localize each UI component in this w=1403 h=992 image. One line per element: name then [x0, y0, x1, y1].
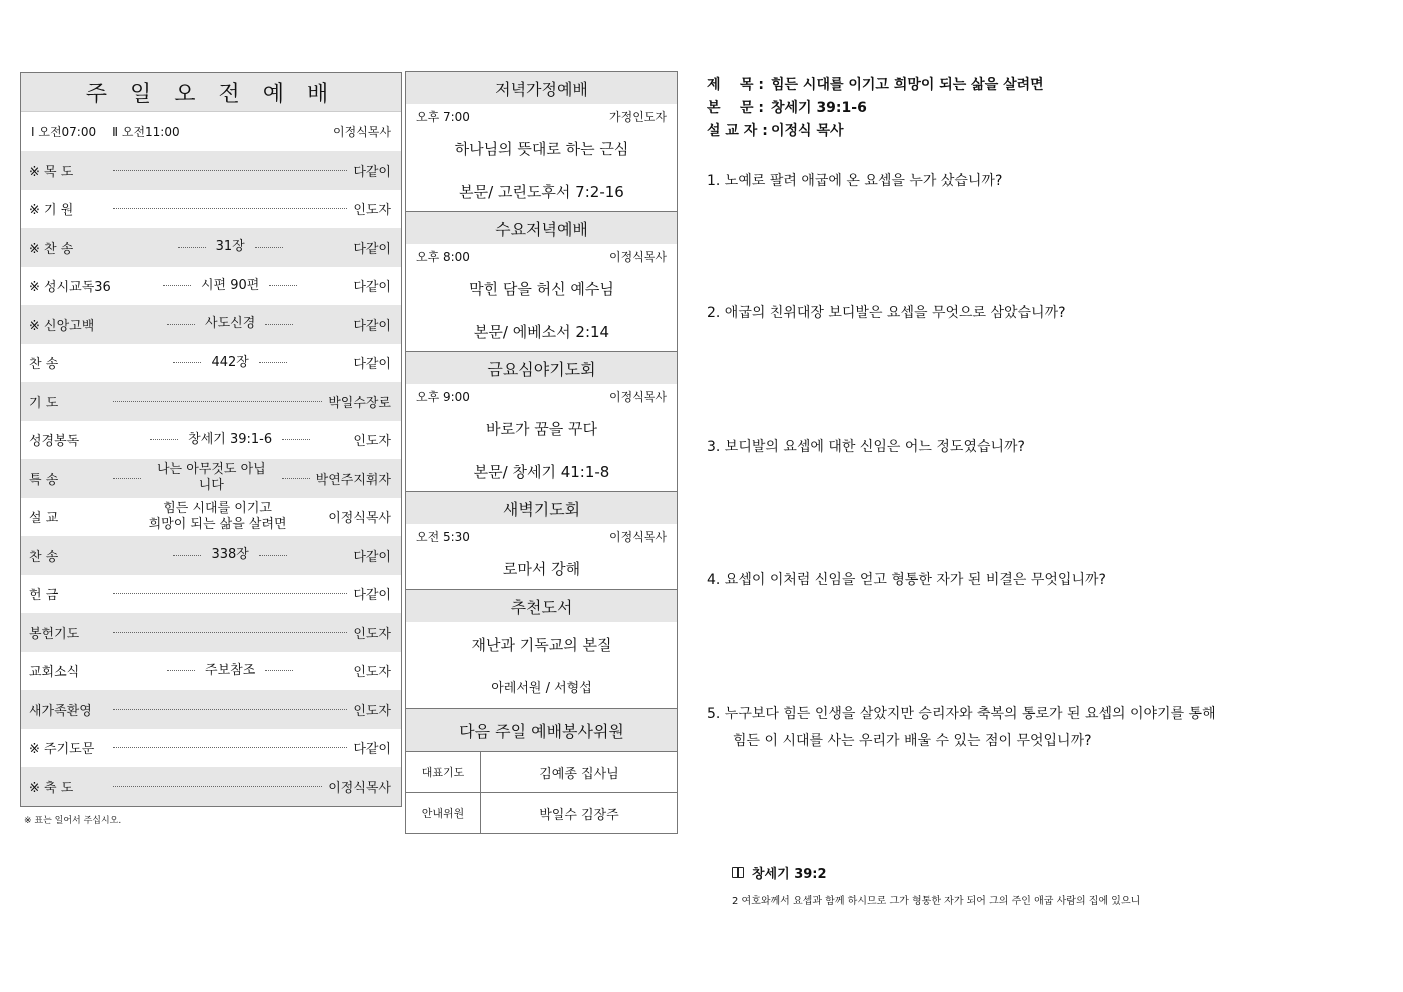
worship-item	[21, 190, 401, 229]
worship-item	[21, 613, 401, 652]
worship-item-content	[107, 786, 328, 787]
worship-item-label: ※ 축 도	[29, 780, 74, 796]
worship-item-content	[107, 170, 353, 171]
duty-key: 대표기도	[406, 752, 481, 792]
worship-item-label: ※ 기 원	[29, 203, 74, 219]
service-title: 새벽기도회	[406, 492, 677, 524]
service-line: 로마서 강해	[502, 560, 581, 578]
question-text-continued: 힘든 이 시대를 사는 우리가 배울 수 있는 점이 무엇입니까?	[733, 733, 1092, 749]
duty-row	[406, 752, 677, 792]
worship-item	[21, 421, 401, 460]
worship-item-leader: 다같이	[353, 549, 391, 565]
question-text: 5. 누구보다 힘든 인생을 살았지만 승리자와 축복의 통로가 된 요셉의 이야기를 통해	[707, 706, 1216, 722]
worship-item-label: ※ 주기도문	[29, 742, 95, 758]
worship-item-leader: 박연주지휘자	[315, 472, 391, 488]
worship-item	[21, 767, 401, 806]
worship-item-label: ※ 찬 송	[29, 241, 74, 257]
service-time: 오후 7:00	[416, 110, 470, 124]
worship-item-leader: 다같이	[353, 318, 391, 334]
worship-item-content	[107, 462, 316, 495]
worship-item-label: 특 송	[29, 472, 59, 488]
verse-reference: 창세기 39:2	[752, 867, 827, 882]
sermon-title: 힘든 시대를 이기고 희망이 되는 삶을 살려면	[771, 77, 1044, 93]
service-leader: 이정식목사	[333, 125, 391, 139]
service-leader: 가정인도자	[609, 110, 667, 124]
worship-item-label: 봉헌기도	[29, 626, 80, 642]
worship-item-content	[107, 355, 353, 371]
worship-item-leader: 다같이	[353, 280, 391, 296]
worship-items	[21, 151, 401, 806]
worship-item-content	[107, 547, 353, 563]
duty-value: 박일수 김장주	[539, 807, 619, 823]
worship-item-text: 442장	[211, 354, 249, 370]
sermon-preacher-key: 설 교 자 :	[707, 123, 768, 139]
worship-item-content	[107, 432, 353, 448]
book-icon	[732, 867, 744, 878]
recommended-books	[405, 589, 678, 709]
service-line: 본문/ 창세기 41:1-8	[473, 463, 610, 481]
worship-item-leader: 인도자	[353, 203, 391, 219]
worship-item	[21, 267, 401, 306]
worship-item-text: 시편 90편	[200, 277, 260, 293]
service-meta	[406, 104, 677, 126]
worship-item-text: 338장	[211, 547, 249, 563]
service-title: 금요심야기도회	[406, 352, 677, 384]
service-leader: 이정식목사	[609, 530, 667, 544]
worship-item-text: 나는 아무것도 아닙니다	[156, 462, 266, 494]
sermon-preacher: 이정식 목사	[771, 123, 844, 139]
sermon-title-line	[707, 74, 1347, 97]
question	[707, 300, 1347, 327]
service-line: 본문/ 고린도후서 7:2-16	[459, 183, 624, 201]
worship-item	[21, 536, 401, 575]
worship-item-leader: 인도자	[353, 665, 391, 681]
service-title: 저녁가정예배	[406, 72, 677, 104]
worship-item-leader: 다같이	[353, 164, 391, 180]
next-week-duty	[405, 708, 678, 834]
duty-title: 다음 주일 예배봉사위원	[406, 709, 677, 752]
worship-item-leader: 박일수장로	[328, 395, 391, 411]
worship-item-text: 사도신경	[205, 316, 256, 332]
worship-item	[21, 344, 401, 383]
worship-item	[21, 228, 401, 267]
books-line-1: 재난과 기독교의 본질	[471, 636, 612, 654]
service-title: 수요저녁예배	[406, 212, 677, 244]
worship-item-content	[107, 663, 353, 679]
sermon-text-key: 본 문 :	[707, 100, 765, 116]
worship-item-label: ※ 성시교독36	[29, 280, 111, 296]
worship-item	[21, 575, 401, 614]
verse-text: 2 여호와께서 요셉과 함께 하시므로 그가 형통한 자가 되어 그의 주인 애굽 사람의 집에 있으니	[732, 896, 1141, 907]
service-time-2: Ⅱ 오전11:00	[112, 125, 180, 139]
service-leader: 이정식목사	[609, 390, 667, 404]
worship-item-label: 헌 금	[29, 588, 59, 604]
worship-item-label: 교회소식	[29, 665, 80, 681]
worship-item-leader: 다같이	[353, 588, 391, 604]
footnote: ※ 표는 일어서 주십시오.	[24, 816, 122, 826]
worship-item-text: 31장	[215, 239, 245, 255]
duty-value: 김예종 집사님	[539, 766, 619, 782]
verse-heading	[732, 863, 1140, 882]
worship-item	[21, 151, 401, 190]
worship-item-leader: 다같이	[353, 357, 391, 373]
service-time: 오전 5:30	[416, 530, 470, 544]
question-text: 1. 노예로 팔려 애굽에 온 요셉을 누가 샀습니까?	[707, 173, 1003, 189]
worship-item-text: 창세기 39:1-6	[188, 431, 273, 447]
sermon-title-key: 제 목 :	[707, 77, 765, 93]
service-time: 오후 9:00	[416, 390, 470, 404]
worship-item-content	[107, 208, 353, 209]
worship-item	[21, 729, 401, 768]
worship-item-content	[107, 632, 353, 633]
question	[707, 168, 1347, 195]
worship-item-text: 주보참조	[205, 662, 256, 678]
worship-item-label: 찬 송	[29, 357, 59, 373]
worship-item-leader: 인도자	[353, 434, 391, 450]
worship-item-leader: 이정식목사	[328, 780, 391, 796]
duty-row	[406, 792, 677, 833]
books-line-2: 아레서원 / 서형섭	[491, 681, 592, 696]
worship-item-content	[107, 278, 353, 294]
service-box	[405, 351, 678, 492]
worship-item-content	[107, 239, 353, 255]
worship-item	[21, 690, 401, 729]
duty-key: 안내위원	[406, 793, 481, 833]
sermon-text: 창세기 39:1-6	[771, 100, 867, 116]
sermon-preacher-line	[707, 120, 1347, 143]
worship-item-leader: 이정식목사	[328, 511, 391, 527]
worship-item	[21, 382, 401, 421]
worship-item	[21, 652, 401, 691]
worship-item-content	[107, 316, 353, 332]
service-time-1: Ⅰ 오전07:00	[31, 125, 97, 139]
question	[707, 701, 1347, 755]
services-column	[405, 72, 678, 834]
worship-item-label: 설 교	[29, 511, 59, 527]
worship-item-label: 성경봉독	[29, 434, 80, 450]
service-line: 바로가 꿈을 꾸다	[486, 420, 597, 438]
worship-item-leader: 다같이	[353, 241, 391, 257]
question	[707, 567, 1347, 594]
worship-item-label: 찬 송	[29, 549, 59, 565]
books-title: 추천도서	[406, 590, 677, 622]
service-meta	[406, 384, 677, 406]
service-line: 하나님의 뜻대로 하는 근심	[454, 140, 629, 158]
service-line: 본문/ 에베소서 2:14	[473, 323, 610, 341]
worship-item-content	[107, 593, 353, 594]
service-leader: 이정식목사	[609, 250, 667, 264]
worship-item-content	[107, 709, 353, 710]
worship-item-content	[107, 747, 353, 748]
worship-item-leader: 다같이	[353, 742, 391, 758]
question-text: 2. 애굽의 친위대장 보디발은 요셉을 무엇으로 삼았습니까?	[707, 305, 1066, 321]
service-box	[405, 71, 678, 212]
worship-title: 주 일 오 전 예 배	[21, 73, 401, 112]
worship-item-leader: 인도자	[353, 703, 391, 719]
worship-item	[21, 498, 401, 537]
service-box	[405, 491, 678, 590]
worship-item-label: 새가족환영	[29, 703, 92, 719]
service-line: 막힌 담을 허신 예수님	[469, 280, 614, 298]
worship-item-content	[107, 401, 328, 402]
worship-item-text: 힘든 시대를 이기고 희망이 되는 삶을 살려면	[148, 500, 287, 532]
service-box	[405, 211, 678, 352]
worship-item-label: ※ 신앙고백	[29, 318, 95, 334]
service-time: 오후 8:00	[416, 250, 470, 264]
service-meta	[406, 524, 677, 546]
worship-item-label: ※ 목 도	[29, 164, 74, 180]
order-of-worship	[20, 72, 402, 807]
memory-verse	[732, 863, 1140, 907]
service-meta	[406, 244, 677, 266]
service-list	[405, 71, 678, 590]
sermon-text-line	[707, 97, 1347, 120]
service-times	[21, 112, 401, 151]
question	[707, 434, 1347, 461]
worship-item	[21, 305, 401, 344]
worship-item-leader: 인도자	[353, 626, 391, 642]
worship-item-content	[107, 501, 328, 534]
question-text: 3. 보디발의 요셉에 대한 신임은 어느 정도였습니까?	[707, 439, 1025, 455]
question-text: 4. 요셉이 이처럼 신임을 얻고 형통한 자가 된 비결은 무엇입니까?	[707, 572, 1106, 588]
sermon-study	[707, 74, 1347, 749]
worship-item	[21, 459, 401, 498]
worship-item-label: 기 도	[29, 395, 59, 411]
